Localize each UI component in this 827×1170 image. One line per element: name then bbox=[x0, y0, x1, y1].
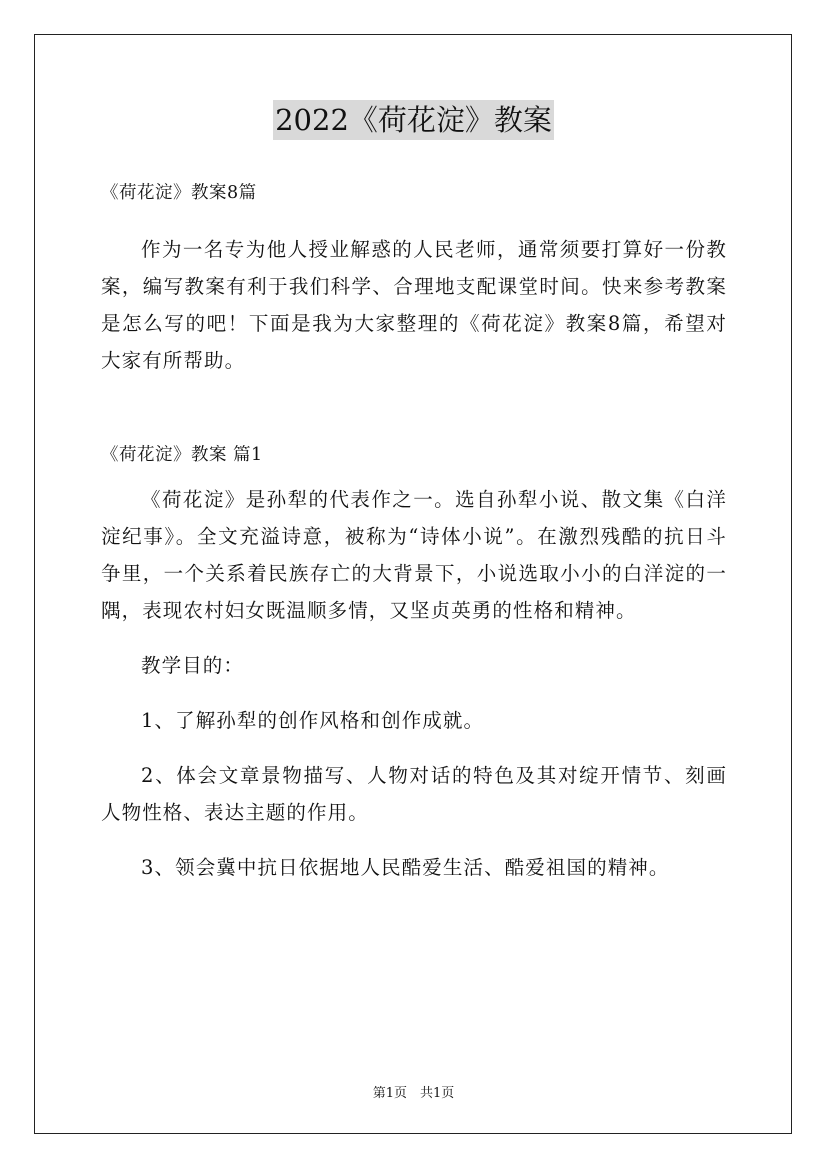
document-title: 2022《荷花淀》教案 bbox=[273, 100, 554, 140]
goal-item-2: 2、体会文章景物描写、人物对话的特色及其对绽开情节、刻画人物性格、表达主题的作用。 bbox=[101, 764, 727, 824]
page-footer bbox=[0, 1082, 827, 1101]
goal-item-3: 3、领会冀中抗日依据地人民酷爱生活、酷爱祖国的精神。 bbox=[141, 856, 670, 879]
section-heading: 《荷花淀》教案 篇1 bbox=[101, 445, 263, 465]
page-number: 第1页 共1页 bbox=[372, 1086, 455, 1101]
document-subtitle: 《荷花淀》教案8篇 bbox=[101, 183, 257, 203]
section-paragraph: 《荷花淀》是孙犁的代表作之一。选自孙犁小说、散文集《白洋淀纪事》。全文充溢诗意，被称为“诗体小说”。在激烈残酷的抗日斗争里，一个关系着民族存亡的大背景下，小说选取小小的白洋淀的一隅，表现农村妇女既温顺多情，又坚贞英勇的性格和精神。 bbox=[101, 488, 727, 622]
goal-item-1: 1、了解孙犁的创作风格和创作成就。 bbox=[141, 709, 485, 732]
goals-label: 教学目的： bbox=[141, 654, 245, 677]
document-body bbox=[101, 175, 727, 886]
title-container bbox=[0, 100, 827, 140]
intro-paragraph: 作为一名专为他人授业解惑的人民老师，通常须要打算好一份教案，编写教案有利于我们科学、合理地支配课堂时间。快来参考教案是怎么写的吧！下面是我为大家整理的《荷花淀》教案8篇，希望对大家有所帮助。 bbox=[101, 238, 727, 372]
